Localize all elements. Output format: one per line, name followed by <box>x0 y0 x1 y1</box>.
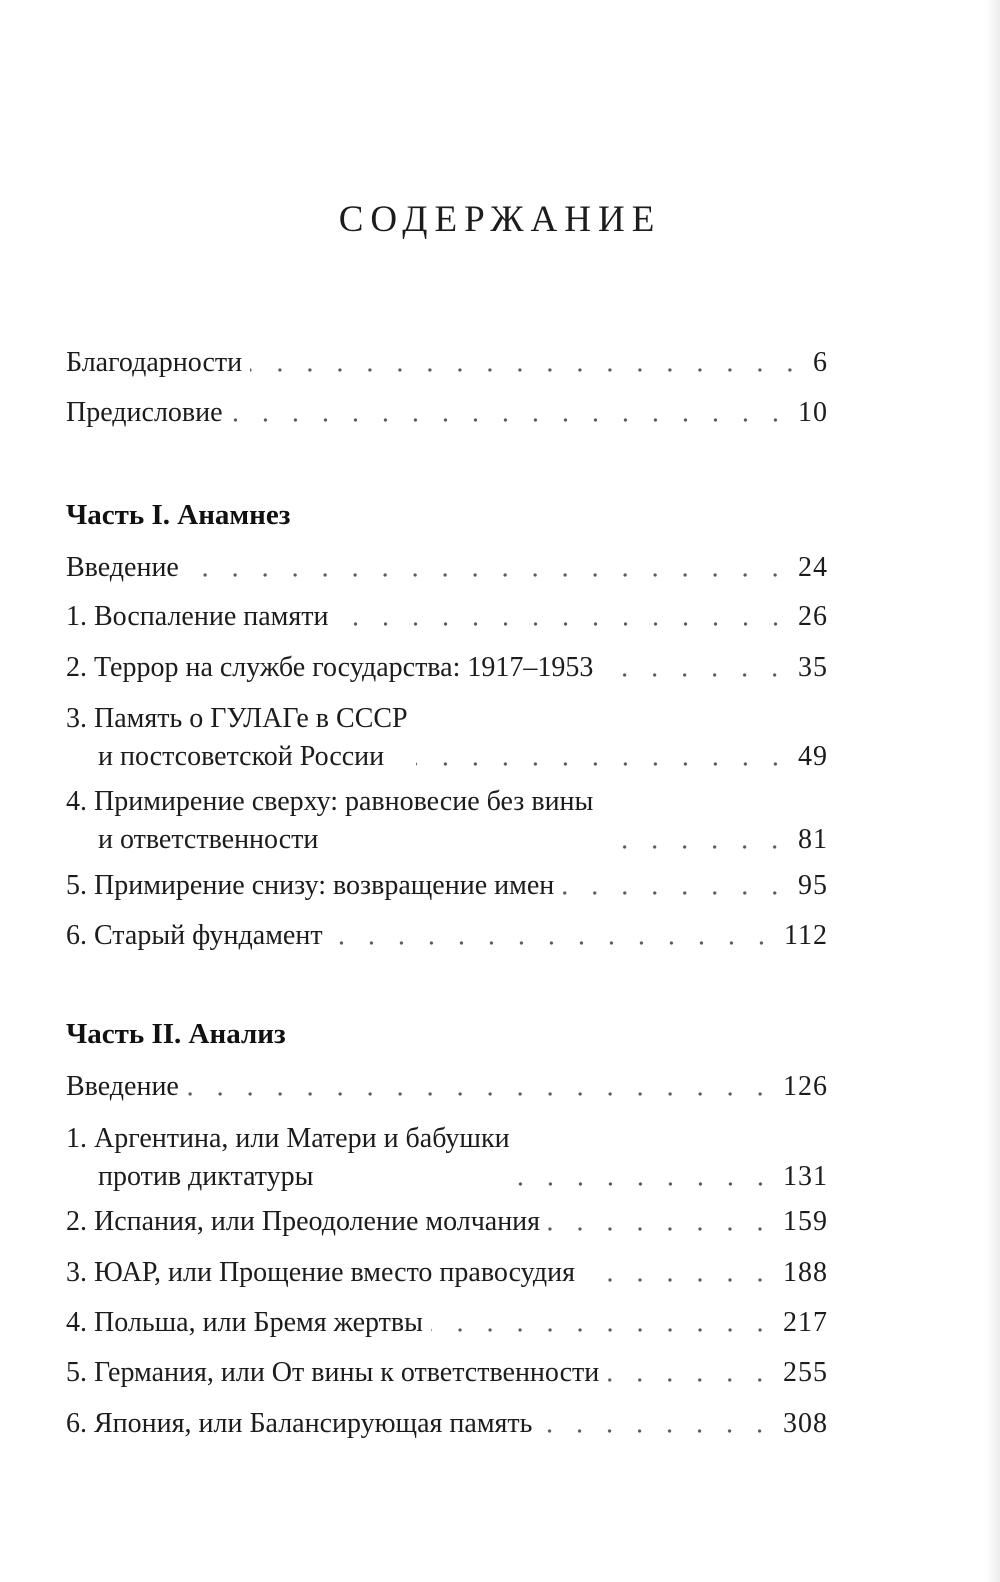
toc-entry[interactable] <box>66 1068 828 1106</box>
dot-leader <box>583 1265 775 1283</box>
dot-leader <box>187 1079 775 1097</box>
toc-entry[interactable] <box>66 1304 828 1342</box>
toc-entry-label <box>66 1120 510 1196</box>
toc-entry-label: 4. Польша, или Бремя жертвы <box>66 1307 423 1338</box>
dot-leader <box>518 1169 775 1187</box>
toc-entry-label: Введение <box>66 552 179 583</box>
toc-entry-label <box>66 700 408 776</box>
part-2-heading: Часть II. Анализ <box>66 1018 286 1050</box>
toc-page-number: 159 <box>783 1206 828 1237</box>
toc-entry-label <box>66 783 593 859</box>
dot-leader <box>431 1315 775 1333</box>
toc-entry-label-line1: 1. Аргентина, или Матери и бабушки <box>66 1123 510 1154</box>
toc-entry-label: 5. Примирение снизу: возвращение имен <box>66 870 555 901</box>
toc-entry-label-line1: 3. Память о ГУЛАГе в СССР <box>66 703 408 734</box>
toc-entry[interactable] <box>66 1254 828 1292</box>
toc-entry-label: 2. Террор на службе государства: 1917–1953 <box>66 652 594 683</box>
toc-page-number: 217 <box>783 1307 828 1338</box>
toc-entry-label-line1: 4. Примирение сверху: равновесие без вины <box>66 786 594 817</box>
toc-entry-label: Введение <box>66 1071 179 1102</box>
toc-page-number: 126 <box>783 1071 828 1102</box>
part-1-heading: Часть I. Анамнез <box>66 499 291 531</box>
toc-entry-label: 2. Испания, или Преодоление молчания <box>66 1206 541 1237</box>
toc-page-number: 112 <box>784 920 828 951</box>
toc-entry[interactable] <box>66 549 828 587</box>
toc-page-number: 131 <box>783 1161 828 1192</box>
dot-leader <box>562 878 790 896</box>
toc-page-number: 308 <box>783 1408 828 1439</box>
dot-leader <box>231 405 790 423</box>
toc-entry-label: Предисловие <box>66 397 223 428</box>
toc-entry-label-line2: и постсоветской России <box>98 741 385 772</box>
toc-page-number: 95 <box>798 870 828 901</box>
toc-entry-label: Благодарности <box>66 347 243 378</box>
dot-leader <box>250 355 805 373</box>
toc-page-number: 6 <box>813 347 828 378</box>
toc-entry-acknowledgements[interactable] <box>66 344 828 382</box>
toc-page-number: 35 <box>798 652 828 683</box>
dot-leader <box>540 1416 775 1434</box>
toc-page-number: 81 <box>798 824 828 855</box>
toc-entry-label-line2: против диктатуры <box>98 1161 314 1192</box>
toc-entry-label: 5. Германия, или От вины к ответственности <box>66 1357 600 1388</box>
toc-page-number: 24 <box>798 552 828 583</box>
toc-page-number: 10 <box>798 397 828 428</box>
toc-entry[interactable] <box>66 649 828 687</box>
toc-page-number: 255 <box>783 1357 828 1388</box>
toc-page-number: 26 <box>798 601 828 632</box>
toc-entry-label-line2: и ответственности <box>98 824 319 855</box>
toc-entry[interactable] <box>66 1203 828 1241</box>
dot-leader <box>601 660 790 678</box>
toc-entry[interactable] <box>66 1354 828 1392</box>
toc-entry[interactable] <box>66 867 828 905</box>
dot-leader <box>331 928 776 946</box>
dot-leader <box>337 609 791 627</box>
toc-entry-preface[interactable] <box>66 394 828 432</box>
toc-entry-label: 6. Старый фундамент <box>66 920 323 951</box>
toc-entry-label: 6. Япония, или Балансирующая память <box>66 1408 533 1439</box>
dot-leader <box>416 749 790 767</box>
toc-entry-label: 3. ЮАР, или Прощение вместо правосудия <box>66 1257 575 1288</box>
dot-leader <box>548 1214 775 1232</box>
toc-entry[interactable] <box>66 917 828 955</box>
dot-leader <box>601 832 790 850</box>
toc-entry[interactable] <box>66 783 828 859</box>
page-title: СОДЕРЖАНИЕ <box>338 199 662 240</box>
dot-leader <box>607 1365 775 1383</box>
dot-leader <box>187 560 790 578</box>
toc-page-number: 49 <box>798 741 828 772</box>
toc-entry[interactable] <box>66 1120 828 1196</box>
toc-page-number: 188 <box>783 1257 828 1288</box>
toc-entry[interactable] <box>66 700 828 776</box>
toc-entry[interactable] <box>66 1405 828 1443</box>
toc-entry[interactable] <box>66 598 828 636</box>
toc-entry-label: 1. Воспаление памяти <box>66 601 329 632</box>
